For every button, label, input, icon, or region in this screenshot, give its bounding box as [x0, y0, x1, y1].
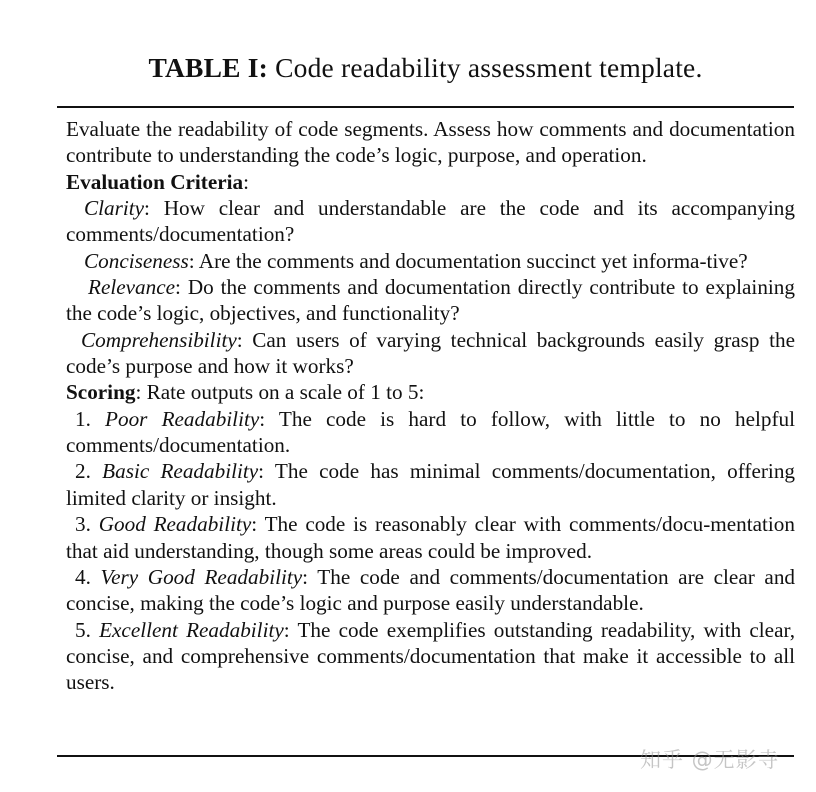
- criterion-term: Clarity: [84, 196, 145, 221]
- level-text: : The code has minimal comments/documentation, offering limited clarity or insight.: [66, 459, 796, 510]
- scoring-heading-line: [66, 379, 795, 405]
- table-caption: [0, 52, 816, 84]
- criteria-heading-line: Evaluation Criteria:: [66, 169, 250, 194]
- scoring-intro: : Rate outputs on a scale of 1 to 5:: [135, 380, 425, 405]
- table-title: Code readability assessment template.: [275, 52, 703, 83]
- criterion-term: Conciseness: [84, 248, 189, 273]
- top-rule: [57, 106, 794, 108]
- watermark: 知乎 @无影寺: [640, 748, 780, 772]
- criterion-term: Comprehensibility: [81, 327, 237, 352]
- criterion-text: : How clear and understandable are the code and its accompanying comments/documentation?: [66, 196, 795, 247]
- level-number: 5.: [75, 617, 91, 642]
- score-level-4: [66, 564, 795, 617]
- scoring-heading: Scoring: [66, 380, 136, 405]
- criterion-text: : Do the comments and documentation directly contribute to explaining the code’s logic, objectives, and functionality?: [66, 275, 795, 326]
- level-term: Basic Readability: [102, 459, 259, 484]
- criteria-heading: Evaluation Criteria: [66, 169, 244, 194]
- level-term: Very Good Readability: [100, 564, 303, 589]
- score-level-5: [66, 617, 795, 696]
- score-level-1: [66, 406, 795, 459]
- criterion-comprehensibility: [66, 327, 795, 380]
- criterion-text: : Can users of varying technical backgrounds easily grasp the code’s purpose and how it works?: [66, 327, 795, 379]
- level-text: : The code exemplifies outstanding readability, with clear, concise, and comprehensive comments/documentation that make it accessible to all users.: [66, 617, 795, 695]
- criterion-text: : Are the comments and documentation succinct yet informa-tive?: [188, 248, 748, 273]
- intro-paragraph: Evaluate the readability of code segments. Assess how comments and documentation contribute to understanding the code’s logic, purpose, and operation.: [66, 117, 795, 168]
- level-text: : The code is hard to follow, with little to no helpful comments/documentation.: [66, 406, 796, 458]
- score-level-2: [66, 458, 795, 511]
- table-label: TABLE I:: [148, 52, 269, 83]
- level-number: 3.: [75, 512, 91, 537]
- level-term: Good Readability: [98, 512, 252, 537]
- criterion-conciseness: [66, 248, 795, 274]
- level-text: : The code is reasonably clear with comments/docu-mentation that aid understanding, though some areas could be improved.: [66, 512, 795, 563]
- score-level-3: [66, 511, 795, 564]
- table-body: [66, 116, 795, 696]
- criterion-term: Relevance: [88, 275, 176, 300]
- criterion-clarity: [66, 195, 795, 248]
- level-number: 2.: [75, 459, 91, 484]
- level-text: : The code and comments/documentation are clear and concise, making the code’s logic and purpose easily understandable.: [66, 564, 796, 616]
- level-number: 1.: [75, 406, 91, 431]
- level-term: Excellent Readability: [99, 617, 284, 642]
- level-number: 4.: [75, 564, 91, 589]
- level-term: Poor Readability: [105, 406, 260, 431]
- criterion-relevance: [66, 274, 795, 327]
